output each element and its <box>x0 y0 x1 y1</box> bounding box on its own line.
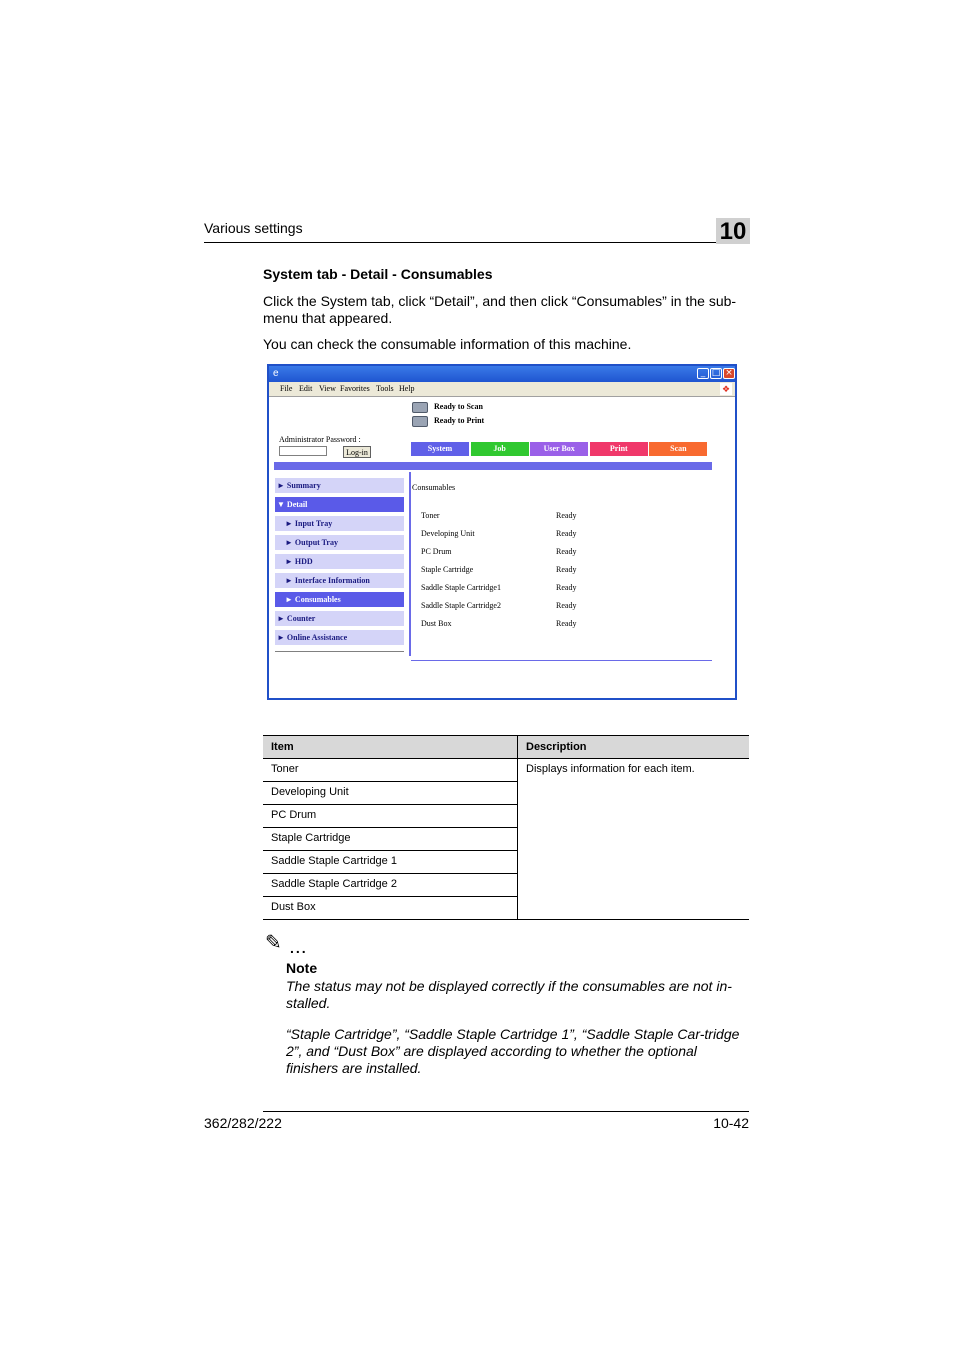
sidebar-item-6[interactable]: ► Consumables <box>275 592 404 607</box>
sidebar-item-2[interactable]: ► Input Tray <box>275 516 404 531</box>
consumable-name: Staple Cartridge <box>421 565 474 574</box>
consumables-table <box>263 735 749 920</box>
login-button[interactable]: Log-in <box>343 446 371 458</box>
consumable-status: Ready <box>556 619 577 628</box>
admin-password-input[interactable] <box>279 446 327 456</box>
close-icon[interactable]: × <box>723 368 735 379</box>
printer-icon <box>412 416 428 427</box>
footer-model: 362/282/222 <box>204 1115 282 1131</box>
tab-0[interactable]: System <box>411 442 469 456</box>
table-cell-description: Displays information for each item. <box>518 759 750 920</box>
note-heading: Note <box>286 960 318 976</box>
sidebar-item-0[interactable]: ► Summary <box>275 478 404 493</box>
tab-2[interactable]: User Box <box>530 442 588 456</box>
tab-3[interactable]: Print <box>590 442 648 456</box>
content-bottom-rule <box>411 660 712 661</box>
consumable-status: Ready <box>556 511 577 520</box>
status-print: Ready to Print <box>434 416 485 425</box>
table-cell-item: Dust Box <box>263 897 518 920</box>
menu-favorites[interactable]: Favorites <box>340 384 370 393</box>
table-cell-item: Staple Cartridge <box>263 828 518 851</box>
footer-rule <box>263 1111 749 1112</box>
table-header-row <box>263 736 749 759</box>
window-titlebar <box>269 366 735 382</box>
note-paragraph-2: “Staple Cartridge”, “Saddle Staple Cartridge 1”, “Saddle Staple Car-tridge 2”, and “Dust Box” are displayed according to whether the optional finishers are installed. <box>286 1026 740 1076</box>
admin-password-label: Administrator Password : <box>279 435 361 444</box>
menu-help[interactable]: Help <box>399 384 415 393</box>
menu-bar <box>269 382 735 397</box>
browser-icon: e <box>273 368 279 379</box>
consumable-status: Ready <box>556 547 577 556</box>
header-rule <box>204 242 750 243</box>
table-cell-item: Developing Unit <box>263 782 518 805</box>
tab-1[interactable]: Job <box>471 442 529 456</box>
pencil-note-icon: ✎ <box>265 930 282 954</box>
menu-edit[interactable]: Edit <box>299 384 313 393</box>
sidebar-item-5[interactable]: ► Interface Information <box>275 573 404 588</box>
consumable-name: PC Drum <box>421 547 452 556</box>
consumable-name: Dust Box <box>421 619 452 628</box>
tab-underline-band <box>274 462 712 470</box>
windows-logo-icon: ❖ <box>721 384 731 394</box>
section-title: System tab - Detail - Consumables <box>263 266 493 282</box>
chapter-number: 10 <box>716 218 750 244</box>
sidebar-item-1[interactable]: ▼ Detail <box>275 497 404 512</box>
consumables-title: Consumables <box>412 483 456 492</box>
minimize-icon[interactable]: _ <box>697 368 709 379</box>
table-row <box>263 759 749 782</box>
sidebar-item-7[interactable]: ► Counter <box>275 611 404 626</box>
intro-paragraph: Click the System tab, click “Detail”, and then click “Consumables” in the sub-menu that appeared. <box>263 293 737 326</box>
consumable-name: Toner <box>421 511 440 520</box>
header-item: Item <box>263 736 518 759</box>
info-paragraph: You can check the consumable information of this machine. <box>263 336 632 352</box>
running-header-title: Various settings <box>204 220 303 236</box>
consumable-name: Developing Unit <box>421 529 475 538</box>
tab-4[interactable]: Scan <box>649 442 707 456</box>
header-description: Description <box>518 736 750 759</box>
sidebar-item-8[interactable]: ► Online Assistance <box>275 630 404 645</box>
consumable-status: Ready <box>556 529 577 538</box>
footer-page-number: 10-42 <box>713 1115 749 1131</box>
consumable-status: Ready <box>556 583 577 592</box>
menu-tools[interactable]: Tools <box>376 384 394 393</box>
browser-window-screenshot <box>267 364 737 700</box>
scanner-icon <box>412 402 428 413</box>
table-cell-item: Toner <box>263 759 518 782</box>
content-divider <box>409 472 411 656</box>
consumable-name: Saddle Staple Cartridge1 <box>421 583 501 592</box>
menu-file[interactable]: File <box>280 384 293 393</box>
table-cell-item: PC Drum <box>263 805 518 828</box>
consumable-status: Ready <box>556 601 577 610</box>
maximize-icon[interactable]: □ <box>711 368 721 378</box>
table-cell-item: Saddle Staple Cartridge 1 <box>263 851 518 874</box>
note-paragraph-1: The status may not be displayed correctly if the consumables are not in-stalled. <box>286 978 732 1011</box>
sidebar-bottom-rule <box>275 651 404 652</box>
consumable-name: Saddle Staple Cartridge2 <box>421 601 501 610</box>
menu-view[interactable]: View <box>319 384 336 393</box>
note-dots: ... <box>290 940 308 956</box>
sidebar-item-4[interactable]: ► HDD <box>275 554 404 569</box>
consumable-status: Ready <box>556 565 577 574</box>
status-scan: Ready to Scan <box>434 402 483 411</box>
table-cell-item: Saddle Staple Cartridge 2 <box>263 874 518 897</box>
sidebar-item-3[interactable]: ► Output Tray <box>275 535 404 550</box>
